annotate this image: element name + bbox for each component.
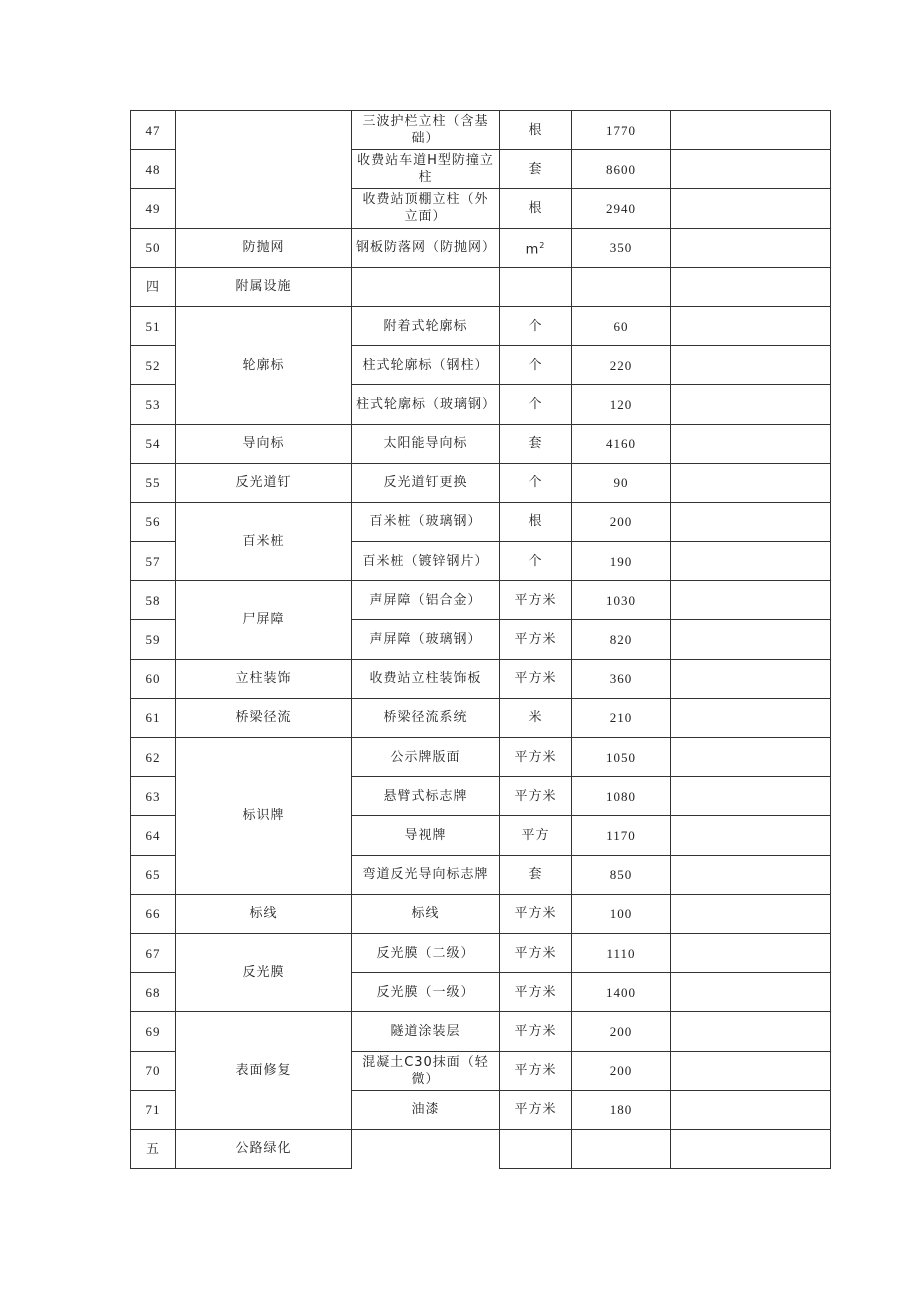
category-cell: 轮廓标 — [176, 306, 352, 424]
category-cell: 桥梁径流 — [176, 698, 352, 737]
item-name: 反光膜（一级） — [352, 973, 500, 1012]
quantity-cell: 200 — [572, 1051, 671, 1090]
table-row — [131, 111, 831, 150]
item-name: 钢板防落网（防抛网） — [352, 228, 500, 267]
remark-cell — [671, 1129, 831, 1168]
item-name: 太阳能导向标 — [352, 424, 500, 463]
unit-superscript: 2 — [539, 240, 546, 250]
row-number: 58 — [131, 581, 176, 620]
quantity-cell: 2940 — [572, 189, 671, 228]
quantity-cell: 180 — [572, 1090, 671, 1129]
unit-cell — [500, 1129, 572, 1168]
category-cell: 标识牌 — [176, 738, 352, 895]
quantity-cell: 120 — [572, 385, 671, 424]
row-number: 71 — [131, 1090, 176, 1129]
row-number: 51 — [131, 306, 176, 345]
remark-cell — [671, 150, 831, 189]
remark-cell — [671, 698, 831, 737]
row-number: 63 — [131, 777, 176, 816]
remark-cell — [671, 306, 831, 345]
category-cell: 标线 — [176, 894, 352, 933]
unit-cell: 个 — [500, 463, 572, 502]
quantity-cell: 350 — [572, 228, 671, 267]
remark-cell — [671, 855, 831, 894]
table-row — [131, 228, 831, 267]
quantity-cell: 1080 — [572, 777, 671, 816]
row-number: 55 — [131, 463, 176, 502]
table-row — [131, 894, 831, 933]
category-cell: 尸屏障 — [176, 581, 352, 659]
remark-cell — [671, 111, 831, 150]
unit-base: m — [525, 242, 540, 258]
item-name — [352, 1129, 500, 1168]
item-name: 弯道反光导向标志牌 — [352, 855, 500, 894]
item-name: 收费站顶棚立柱（外立面） — [352, 189, 500, 228]
section-number: 五 — [131, 1129, 176, 1168]
category-cell: 防抛网 — [176, 228, 352, 267]
item-name: 声屏障（铝合金） — [352, 581, 500, 620]
unit-cell: 根 — [500, 502, 572, 541]
item-name: 油漆 — [352, 1090, 500, 1129]
unit-cell: 平方 — [500, 816, 572, 855]
quantity-cell: 100 — [572, 894, 671, 933]
item-name: 百米桩（玻璃钢） — [352, 502, 500, 541]
quantity-cell: 8600 — [572, 150, 671, 189]
remark-cell — [671, 894, 831, 933]
quantity-cell: 1770 — [572, 111, 671, 150]
unit-cell: 个 — [500, 385, 572, 424]
quantity-cell: 200 — [572, 1012, 671, 1051]
unit-cell: 平方米 — [500, 659, 572, 698]
remark-cell — [671, 659, 831, 698]
remark-cell — [671, 346, 831, 385]
unit-cell: 根 — [500, 111, 572, 150]
quantity-cell: 1400 — [572, 973, 671, 1012]
item-name: 收费站车道H型防撞立柱 — [352, 150, 500, 189]
unit-cell: 平方米 — [500, 894, 572, 933]
unit-cell: 米 — [500, 698, 572, 737]
item-name: 公示牌版面 — [352, 738, 500, 777]
quantity-cell: 1050 — [572, 738, 671, 777]
table-row — [131, 424, 831, 463]
unit-cell: 平方米 — [500, 973, 572, 1012]
row-number: 48 — [131, 150, 176, 189]
unit-cell: 平方米 — [500, 1051, 572, 1090]
remark-cell — [671, 816, 831, 855]
row-number: 47 — [131, 111, 176, 150]
section-number: 四 — [131, 267, 176, 306]
category-cell: 反光膜 — [176, 933, 352, 1011]
item-name: 百米桩（镀锌钢片） — [352, 542, 500, 581]
table-row — [131, 463, 831, 502]
quantity-cell: 210 — [572, 698, 671, 737]
item-name: 隧道涂装层 — [352, 1012, 500, 1051]
remark-cell — [671, 542, 831, 581]
unit-cell: 平方米 — [500, 620, 572, 659]
remark-cell — [671, 777, 831, 816]
item-name: 柱式轮廓标（钢柱） — [352, 346, 500, 385]
remark-cell — [671, 738, 831, 777]
quantity-cell: 1110 — [572, 933, 671, 972]
quantity-cell: 1030 — [572, 581, 671, 620]
quantity-cell: 200 — [572, 502, 671, 541]
unit-cell: 套 — [500, 150, 572, 189]
item-name: 混凝土C30抹面（轻微） — [352, 1051, 500, 1090]
row-number: 52 — [131, 346, 176, 385]
item-name: 收费站立柱装饰板 — [352, 659, 500, 698]
category-cell: 立柱装饰 — [176, 659, 352, 698]
row-number: 69 — [131, 1012, 176, 1051]
item-name: 桥梁径流系统 — [352, 698, 500, 737]
section-row — [131, 1129, 831, 1168]
item-name: 导视牌 — [352, 816, 500, 855]
quantity-cell — [572, 267, 671, 306]
item-name: 三波护栏立柱（含基础） — [352, 111, 500, 150]
section-row — [131, 267, 831, 306]
unit-cell: 平方米 — [500, 777, 572, 816]
quantity-cell: 360 — [572, 659, 671, 698]
category-cell: 百米桩 — [176, 502, 352, 580]
price-table — [130, 110, 831, 1169]
unit-cell: 套 — [500, 855, 572, 894]
remark-cell — [671, 189, 831, 228]
remark-cell — [671, 385, 831, 424]
table-row — [131, 698, 831, 737]
item-name — [352, 267, 500, 306]
row-number: 56 — [131, 502, 176, 541]
item-name: 声屏障（玻璃钢） — [352, 620, 500, 659]
remark-cell — [671, 463, 831, 502]
unit-cell: 个 — [500, 306, 572, 345]
item-name: 反光膜（二级） — [352, 933, 500, 972]
item-name: 附着式轮廓标 — [352, 306, 500, 345]
unit-cell: 个 — [500, 542, 572, 581]
quantity-cell: 220 — [572, 346, 671, 385]
unit-cell: 套 — [500, 424, 572, 463]
remark-cell — [671, 1051, 831, 1090]
row-number: 50 — [131, 228, 176, 267]
unit-cell: 根 — [500, 189, 572, 228]
section-title: 附属设施 — [176, 267, 352, 306]
item-name: 标线 — [352, 894, 500, 933]
remark-cell — [671, 973, 831, 1012]
remark-cell — [671, 1012, 831, 1051]
category-cell: 反光道钉 — [176, 463, 352, 502]
table-row — [131, 659, 831, 698]
quantity-cell: 820 — [572, 620, 671, 659]
remark-cell — [671, 267, 831, 306]
section-title: 公路绿化 — [176, 1129, 352, 1168]
unit-cell: 平方米 — [500, 581, 572, 620]
quantity-cell — [572, 1129, 671, 1168]
unit-cell — [500, 228, 572, 267]
unit-cell: 平方米 — [500, 933, 572, 972]
table-row — [131, 1012, 831, 1051]
row-number: 68 — [131, 973, 176, 1012]
row-number: 67 — [131, 933, 176, 972]
remark-cell — [671, 1090, 831, 1129]
table-row — [131, 306, 831, 345]
quantity-cell: 190 — [572, 542, 671, 581]
unit-cell: 个 — [500, 346, 572, 385]
row-number: 65 — [131, 855, 176, 894]
quantity-cell: 60 — [572, 306, 671, 345]
row-number: 70 — [131, 1051, 176, 1090]
quantity-cell: 4160 — [572, 424, 671, 463]
remark-cell — [671, 581, 831, 620]
category-cell: 导向标 — [176, 424, 352, 463]
item-name: 柱式轮廓标（玻璃钢） — [352, 385, 500, 424]
remark-cell — [671, 620, 831, 659]
item-name: 悬臂式标志牌 — [352, 777, 500, 816]
row-number: 60 — [131, 659, 176, 698]
row-number: 61 — [131, 698, 176, 737]
unit-cell: 平方米 — [500, 1090, 572, 1129]
row-number: 59 — [131, 620, 176, 659]
unit-cell: 平方米 — [500, 738, 572, 777]
table-row — [131, 502, 831, 541]
item-name: 反光道钉更换 — [352, 463, 500, 502]
row-number: 49 — [131, 189, 176, 228]
quantity-cell: 90 — [572, 463, 671, 502]
category-cell — [176, 111, 352, 229]
row-number: 62 — [131, 738, 176, 777]
quantity-cell: 1170 — [572, 816, 671, 855]
table-row — [131, 738, 831, 777]
table-row — [131, 581, 831, 620]
quantity-cell: 850 — [572, 855, 671, 894]
unit-cell: 平方米 — [500, 1012, 572, 1051]
row-number: 64 — [131, 816, 176, 855]
table-row — [131, 933, 831, 972]
unit-cell — [500, 267, 572, 306]
row-number: 53 — [131, 385, 176, 424]
category-cell: 表面修复 — [176, 1012, 352, 1130]
row-number: 54 — [131, 424, 176, 463]
remark-cell — [671, 228, 831, 267]
row-number: 66 — [131, 894, 176, 933]
row-number: 57 — [131, 542, 176, 581]
remark-cell — [671, 424, 831, 463]
remark-cell — [671, 502, 831, 541]
remark-cell — [671, 933, 831, 972]
